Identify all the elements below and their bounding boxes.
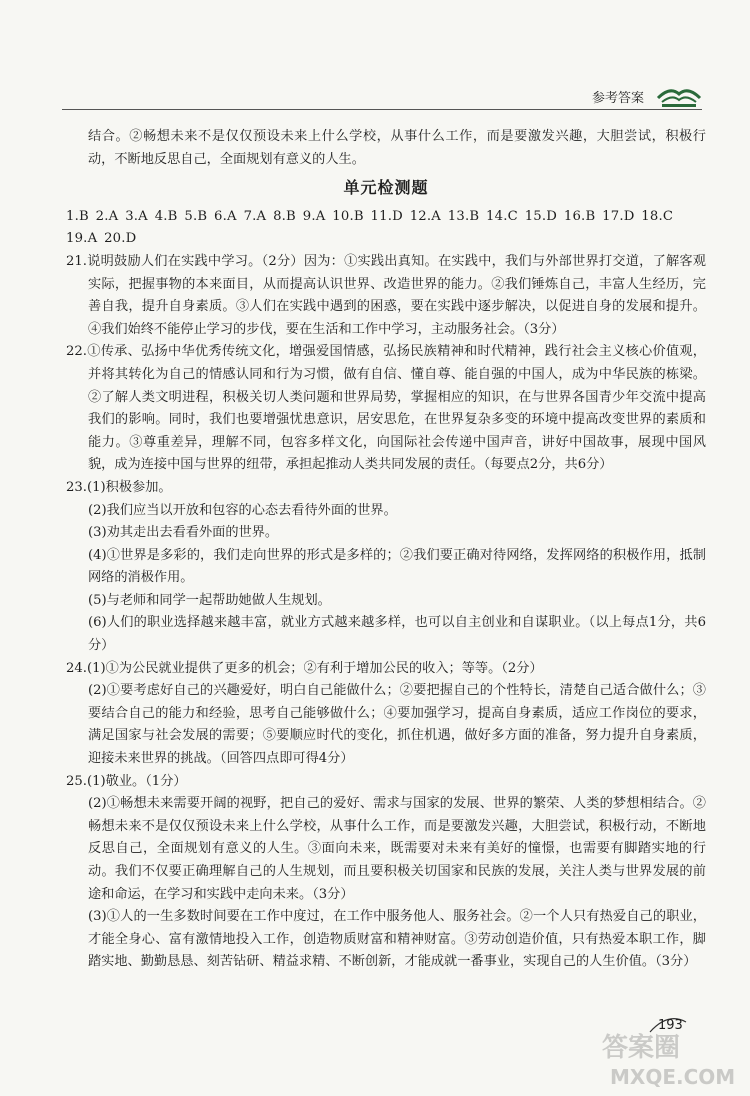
question-25-part: (3)①人的一生多数时间要在工作中度过，在工作中服务他人、服务社会。②一个人只有热爱自己的职业，才能全身心、富有激情地投入工作，创造物质财富和精神财富。③劳动创造价值，只有热爱本职工作，脚踏实地、勤勤恳恳、刻苦钻研、精益求精、不断创新，才能成就一番事业，实现自己的人生价值。（3分）: [88, 909, 706, 970]
question-25-part: 25.(1)敬业。（1分）: [66, 773, 187, 789]
answer-item: 6.A: [214, 208, 237, 224]
question-24-part: 24.(1)①为公民就业提供了更多的机会；②有利于增加公民的收入；等等。（2分）: [66, 660, 543, 676]
top-paragraph: 结合。②畅想未来不是仅仅预设未来上什么学校，从事什么工作，而是要激发兴趣，大胆尝试，积极行动，不断地反思自己，全面规划有意义的人生。: [88, 129, 706, 167]
answer-item: 10.B: [332, 208, 364, 224]
watermark-logo: [596, 1028, 746, 1092]
header-rule: [62, 109, 702, 110]
question-23-part: (4)①世界是多彩的，我们走向世界的形式是多样的；②我们要正确对待网络，发挥网络的积极作用，抵制网络的消极作用。: [88, 547, 706, 586]
answer-item: 5.B: [184, 208, 208, 224]
answer-item: 12.A: [409, 208, 441, 224]
answer-item: 8.B: [273, 208, 296, 224]
answer-item: 20.D: [104, 231, 137, 247]
header-title: 参考答案: [591, 91, 644, 106]
answer-content: [66, 126, 706, 974]
question-22: 22.①传承、弘扬中华优秀传统文化，增强爱国情感，弘扬民族精神和时代精神，践行社会主义核心价值观，并将其转化为自己的情感认同和行为习惯，做有自信、懂自尊、能自强的中国人，成为中华民族的栋梁。②了解人类文明进程，积极关切人类问题和世界局势，掌握相应的知识，在与世界各国青少年交流中提高我们的影响。同时，我们也要增强忧患意识，居安思危，在世界复杂多变的环境中提高改变世界的素质和能力。③尊重差异，理解不同，包容多样文化，向国际社会传递中国声音，讲好中国故事，展现中国风貌，成为连接中国与世界的纽带，承担起推动人类共同发展的责任。（每要点2分，共6分）: [66, 344, 706, 473]
answer-item: 19.A: [66, 231, 98, 247]
book-logo-icon: [656, 80, 702, 110]
answer-item: 4.B: [154, 208, 178, 224]
question-23-part: (6)人们的职业选择越来越丰富，就业方式越来越多样，也可以自主创业和自谋职业。（以上每点1分，共6分）: [88, 615, 706, 654]
question-24-part: (2)①要考虑好自己的兴趣爱好，明白自己能做什么；②要把握自己的个性特长，清楚自己适合做什么；③要结合自己的能力和经验，思考自己能够做什么；④要加强学习，提高自身素质，适应工作岗位的要求，满足国家与社会发展的需要；⑤要顺应时代的变化，抓住机遇，做好多方面的准备，努力提升自身素质，迎接未来世界的挑战。（回答四点即可得4分）: [88, 683, 706, 767]
svg-text:答案圈: 答案圈: [602, 1033, 681, 1063]
question-23-part: (3)劝其走出去看看外面的世界。: [88, 525, 279, 541]
question-21: 21.说明鼓励人们在实践中学习。（2分）因为：①实践出真知。在实践中，我们与外部世界打交道，了解客观实际，把握事物的本来面目，从而提高认识世界、改造世界的能力。②我们锤炼自己，丰富人生经历，完善自我，提升自身素质。③人们在实践中遇到的困惑，要在实践中逐步解决，以促进自身的发展和提升。④我们始终不能停止学习的步伐，要在生活和工作中学习，主动服务社会。（3分）: [66, 253, 706, 337]
question-23-part: (5)与老师和同学一起帮助她做人生规划。: [88, 592, 331, 608]
answer-item: 17.D: [602, 208, 635, 224]
answer-item: 11.D: [370, 208, 403, 224]
answer-item: 18.C: [641, 208, 674, 224]
page-header: [62, 86, 702, 110]
section-title: 单元检测题: [343, 178, 429, 198]
answer-item: 3.A: [125, 208, 148, 224]
multiple-choice-answers: [66, 206, 706, 251]
answer-item: 13.B: [447, 208, 480, 224]
svg-text:MXQE.COM: MXQE.COM: [610, 1065, 736, 1089]
answer-item: 7.A: [243, 208, 267, 224]
answer-item: 14.C: [486, 208, 518, 224]
answer-item: 9.A: [302, 208, 326, 224]
answer-item: 1.B: [66, 208, 89, 224]
question-25-part: (2)①畅想未来需要开阔的视野，把自己的爱好、需求与国家的发展、世界的繁荣、人类的梦想相结合。②畅想未来不是仅仅预设未来上什么学校，从事什么工作，而是要激发兴趣，大胆尝试，积极行动，不断地反思自己，全面规划有意义的人生。③面向未来，既需要对未来有美好的憧憬，也需要有脚踏实地的行动。我们不仅要正确理解自己的人生规划，而且要积极关切国家和民族的发展，关注人类与世界发展的前途和命运，在学习和实践中走向未来。（3分）: [88, 796, 706, 902]
question-23-part: 23.(1)积极参加。: [66, 479, 172, 495]
answer-item: 16.B: [563, 208, 596, 224]
answer-item: 2.A: [95, 208, 119, 224]
question-23-part: (2)我们应当以开放和包容的心态去看待外面的世界。: [88, 502, 397, 518]
answer-item: 15.D: [524, 208, 558, 224]
page-number: 193: [658, 1018, 683, 1033]
